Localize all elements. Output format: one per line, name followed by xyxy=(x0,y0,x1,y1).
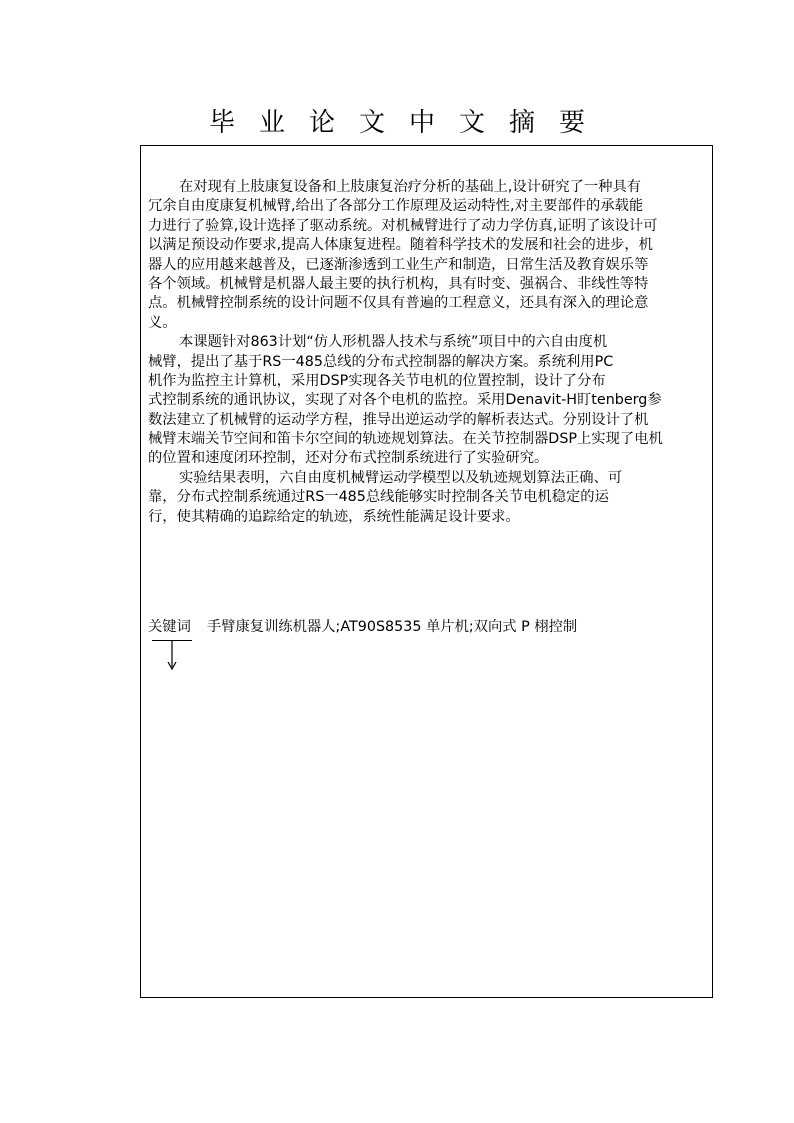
abstract-line: 行，使其精确的追踪给定的轨迹，系统性能满足设计要求。 xyxy=(148,508,520,525)
abstract-line: 数法建立了机械臂的运动学方程，推导出逆运动学的解析表达式。分别设计了机 xyxy=(148,411,649,428)
abstract-line: 械臂末端关节空间和笛卡尔空间的轨迹规划算法。在关节控制器DSP上实现了电机 xyxy=(148,431,663,448)
abstract-line: 本课题针对863计划“仿人形机器人技术与系统”项目中的六自由度机 xyxy=(179,334,608,351)
abstract-line: 机作为监控主计算机，采用DSP实现各关节电机的位置控制，设计了分布 xyxy=(148,372,606,389)
abstract-line: 点。机械臂控制系统的设计问题不仅具有普遍的工程意义，还具有深入的理论意 xyxy=(148,295,649,312)
abstract-line: 实验结果表明，六自由度机械臂运动学模型以及轨迹规划算法正确、可 xyxy=(179,469,623,486)
abstract-line: 在对现有上肢康复设备和上肢康复治疗分析的基础上,设计研究了一种具有 xyxy=(179,179,642,195)
abstract-line: 冗余自由度康复机械臂,给出了各部分工作原理及运动特性,对主要部件的承载能 xyxy=(148,198,644,215)
abstract-line: 以满足预设动作要求,提高人体康复进程。随着科学技术的发展和社会的进步，机 xyxy=(148,237,653,254)
abstract-line: 义。 xyxy=(148,314,177,331)
keywords-line xyxy=(148,617,577,637)
abstract-line: 械臂，提出了基于RS一485总线的分布式控制器的解决方案。系统利用PC xyxy=(148,353,614,370)
keywords-label: 关键词 xyxy=(148,619,191,635)
abstract-line: 式控制系统的通讯协议，实现了对各个电机的监控。采用Denavit-H盯tenberg参 xyxy=(148,392,662,409)
page-title: 毕业论文中文摘要 xyxy=(208,108,609,138)
keywords-text: 手臂康复训练机器人;AT90S8535 单片机;双向式 P 栩控制 xyxy=(206,619,578,635)
abstract-line: 力进行了验算,设计选择了驱动系统。对机械臂进行了动力学仿真,证明了该设计可 xyxy=(148,217,658,234)
down-arrow-icon xyxy=(166,640,178,670)
abstract-line: 各个领域。机械臂是机器人最主要的执行机构，具有时变、强祸合、非线性等特 xyxy=(148,275,649,292)
abstract-line: 的位置和速度闭环控制，还对分布式控制系统进行了实验研究。 xyxy=(148,450,549,467)
abstract-line: 器人的应用越来越普及，已逐渐渗透到工业生产和制造，日常生活及教育娱乐等 xyxy=(148,256,649,273)
abstract-body xyxy=(148,178,712,527)
abstract-line: 靠，分布式控制系统通过RS一485总线能够实时控制各关节电机稳定的运 xyxy=(148,489,609,506)
